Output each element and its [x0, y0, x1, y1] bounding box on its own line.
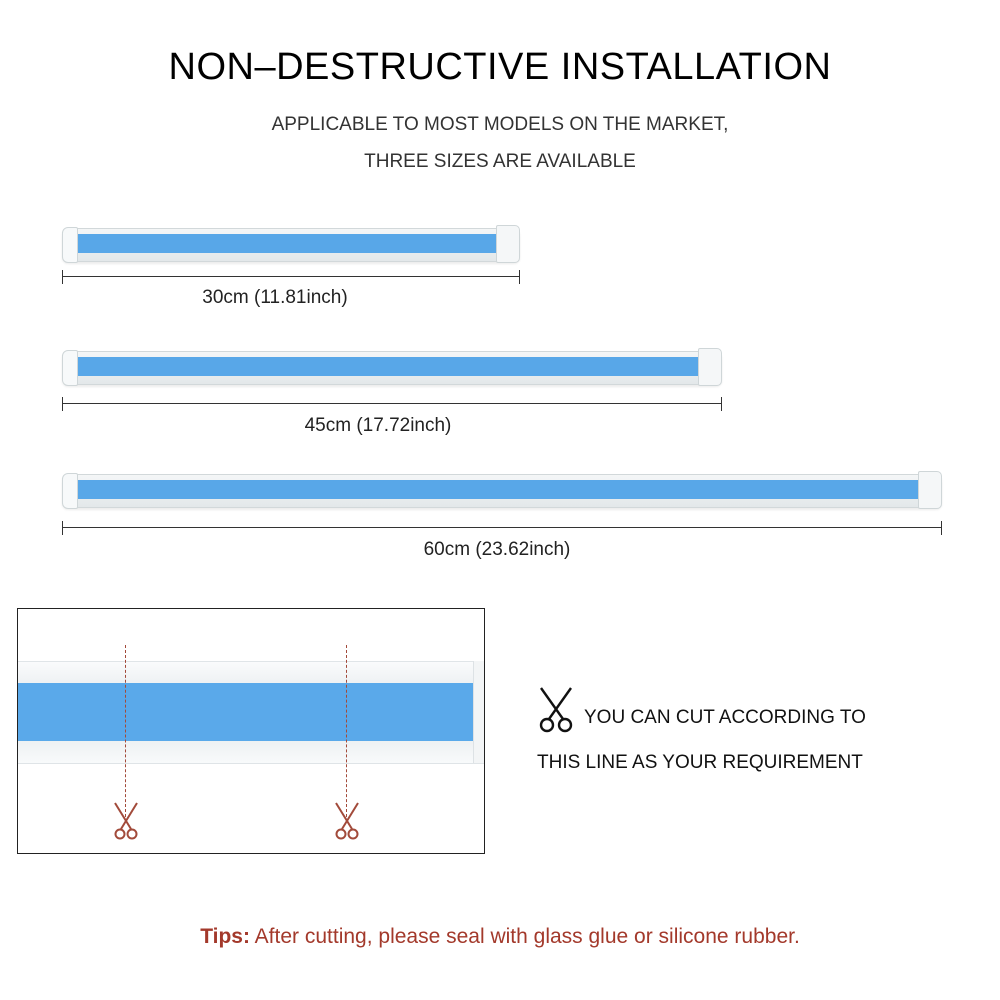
tips-note: [0, 925, 1000, 949]
cut-line-right: [346, 645, 347, 817]
led-strip-60cm: [62, 474, 942, 508]
scissors-icon: [111, 801, 141, 841]
cut-instruction-line-2: THIS LINE AS YOUR REQUIREMENT: [537, 752, 863, 773]
scissors-icon: [536, 686, 576, 734]
measure-line-45cm: [62, 397, 722, 411]
subtitle-line-1: APPLICABLE TO MOST MODELS ON THE MARKET,: [271, 114, 729, 135]
scissors-icon: [332, 801, 362, 841]
measure-line-60cm: [62, 521, 942, 535]
tips-label: Tips:: [200, 925, 250, 948]
cut-detail-box: [17, 608, 485, 854]
page-title: NON–DESTRUCTIVE INSTALLATION: [168, 46, 832, 88]
led-strip-45cm: [62, 351, 722, 385]
cut-instruction-line-1: YOU CAN CUT ACCORDING TO: [584, 707, 866, 728]
size-label-30cm: 30cm (11.81inch): [202, 287, 348, 308]
led-strip-30cm: [62, 228, 520, 262]
led-strip-closeup: [18, 683, 484, 741]
size-label-45cm: 45cm (17.72inch): [304, 415, 452, 436]
cut-line-left: [125, 645, 126, 817]
measure-line-30cm: [62, 270, 520, 284]
tips-text: After cutting, please seal with glass glue or silicone rubber.: [249, 925, 800, 948]
subtitle-line-2: THREE SIZES ARE AVAILABLE: [364, 151, 636, 172]
size-label-60cm: 60cm (23.62inch): [423, 539, 571, 560]
